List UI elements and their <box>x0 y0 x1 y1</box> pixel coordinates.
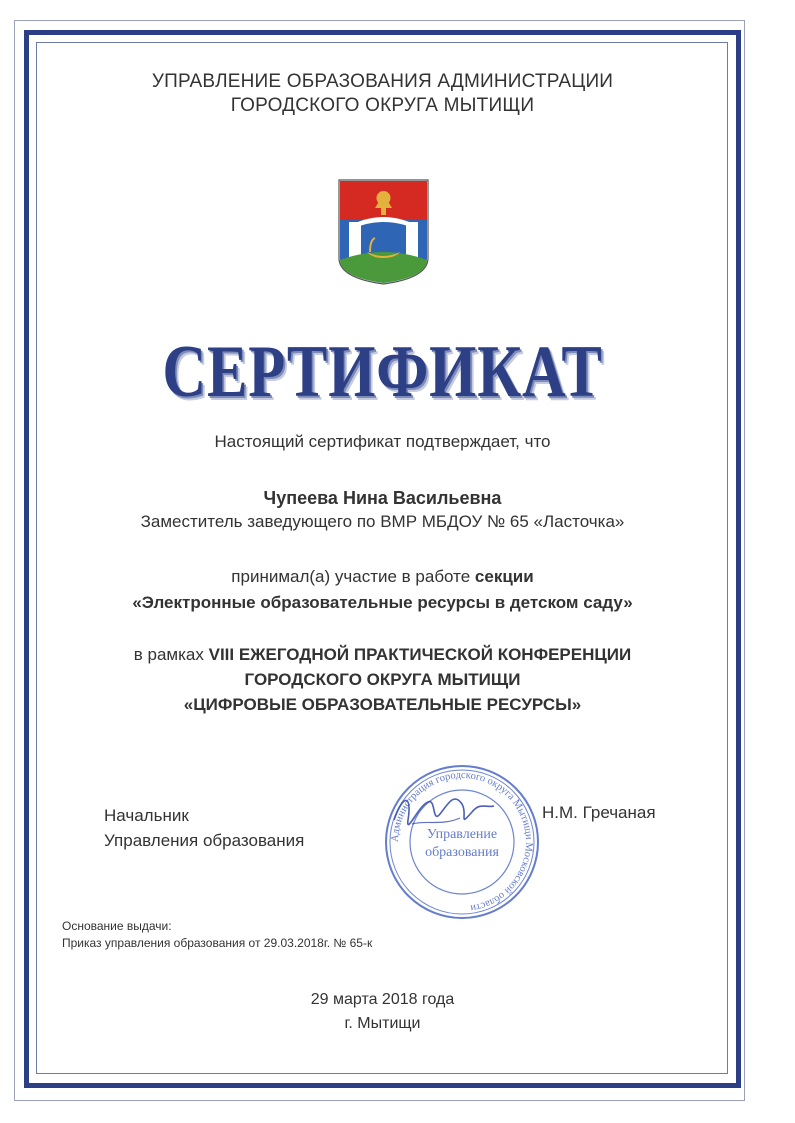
section-name: «Электронные образовательные ресурсы в детском саду» <box>132 593 633 612</box>
signatory-role-line-2: Управления образования <box>104 831 305 850</box>
handwritten-signature <box>394 799 494 825</box>
conference-title-line-1: VIII ЕЖЕГОДНОЙ ПРАКТИЧЕСКОЙ КОНФЕРЕНЦИИ <box>208 645 632 664</box>
stamp-center-line-2: образования <box>425 845 499 860</box>
signatory-name: Н.М. Гречаная <box>542 803 656 822</box>
issue-city: г. Мытищи <box>344 1015 421 1032</box>
recipient-position: Заместитель заведующего по ВМР МБДОУ № 65 «Ласточка» <box>140 512 625 531</box>
conference-prefix: в рамках <box>133 645 209 664</box>
organization-line-2: ГОРОДСКОГО ОКРУГА МЫТИЩИ <box>230 95 535 116</box>
issuing-organization <box>24 70 741 118</box>
issue-date: 29 марта 2018 года <box>310 991 455 1008</box>
conference-title-line-2: ГОРОДСКОГО ОКРУГА МЫТИЩИ <box>244 670 521 689</box>
stamp-center-line-1: Управление <box>426 827 498 842</box>
organization-line-1: УПРАВЛЕНИЕ ОБРАЗОВАНИЯ АДМИНИСТРАЦИИ <box>151 71 614 92</box>
conference-line-1 <box>24 645 741 665</box>
basis-order: Приказ управления образования от 29.03.2018г. № 65-к <box>62 936 373 950</box>
coat-of-arms-icon <box>337 178 430 286</box>
section-word: секции <box>474 567 534 586</box>
basis-label: Основание выдачи: <box>62 919 172 933</box>
participation-prefix: принимал(а) участие в работе <box>231 567 475 586</box>
conference-title-line-3: «ЦИФРОВЫЕ ОБРАЗОВАТЕЛЬНЫЕ РЕСУРСЫ» <box>183 695 582 714</box>
signatory-role-line-1: Начальник <box>104 806 189 825</box>
issuance-basis <box>62 918 372 952</box>
stamp-ring-text: Администрация городского округа Мытищи Московской области <box>389 769 535 914</box>
official-stamp <box>382 762 542 922</box>
signatory-role <box>104 803 304 853</box>
recipient-name: Чупеева Нина Васильевна <box>263 488 502 508</box>
participation-line <box>24 567 741 587</box>
confirmation-text: Настоящий сертификат подтверждает, что <box>214 432 551 451</box>
issue-info <box>24 988 741 1036</box>
certificate-title: СЕРТИФИКАТ <box>162 331 603 413</box>
